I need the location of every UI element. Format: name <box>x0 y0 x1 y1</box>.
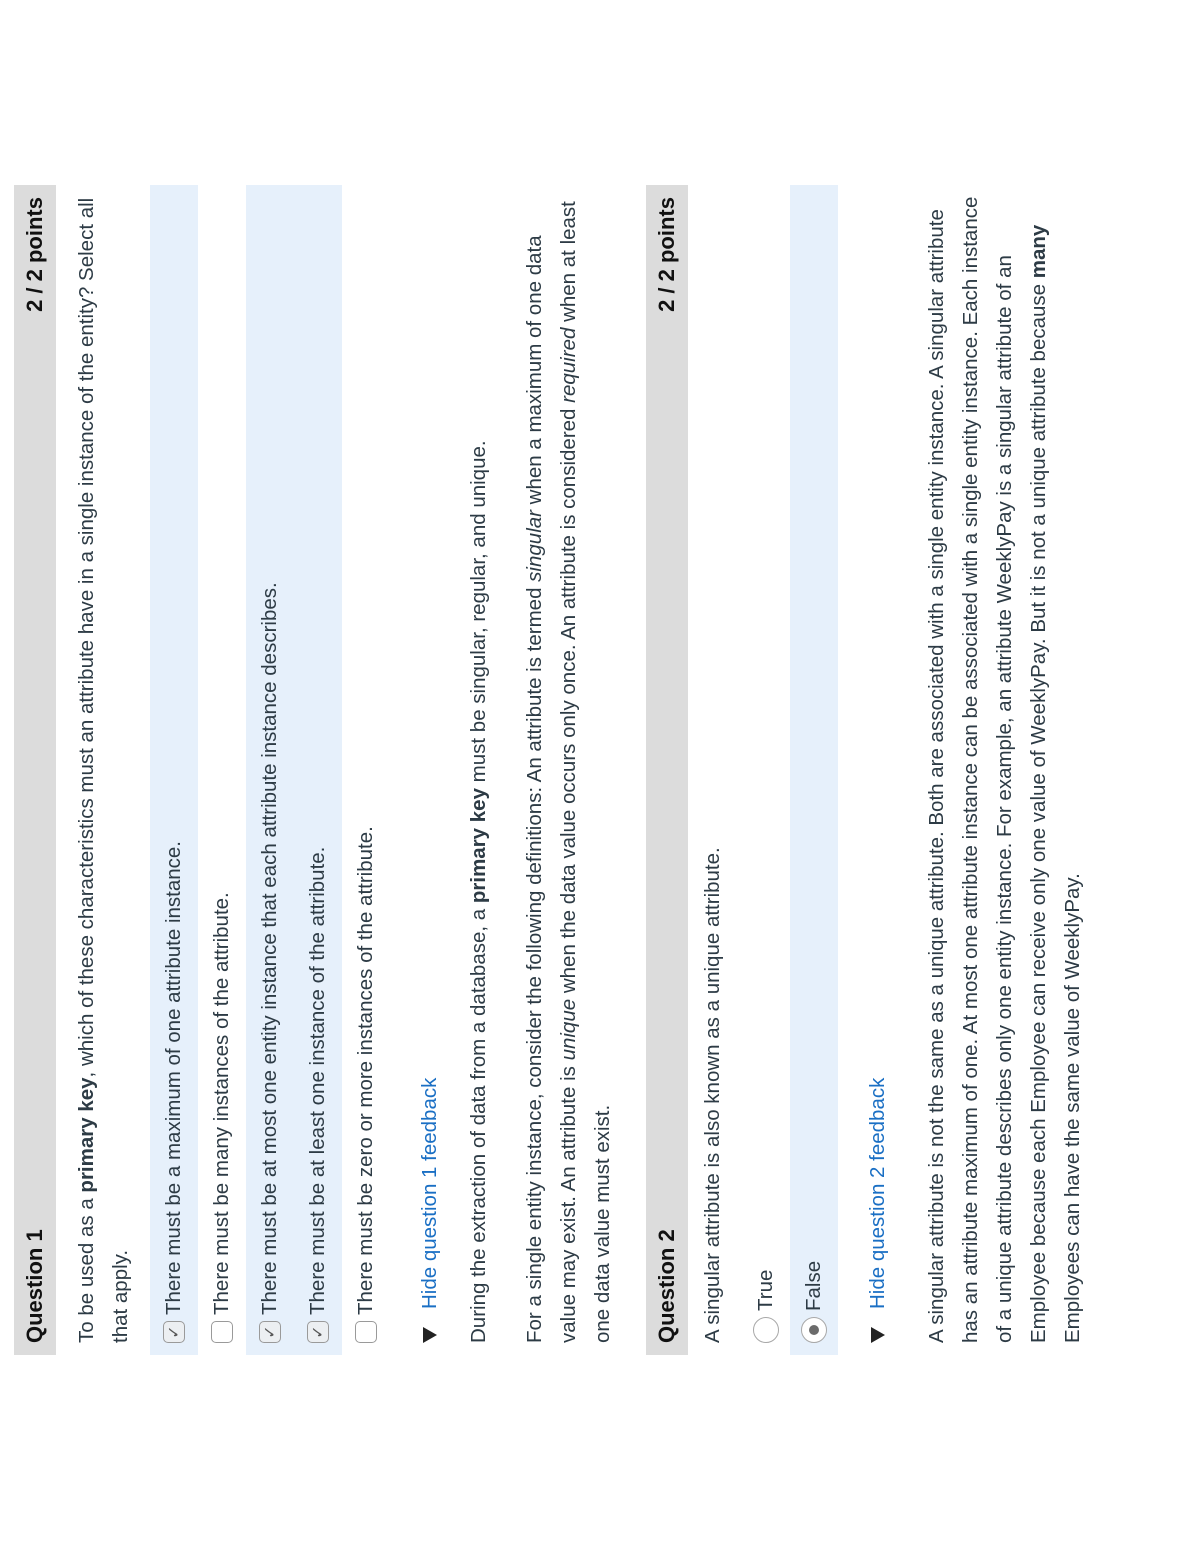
feedback-bold: primary key <box>467 788 490 904</box>
question-2-header <box>646 185 688 1355</box>
feedback-text: For a single entity instance, consider the following definitions: An attribute is termed <box>523 581 546 1343</box>
feedback-text: when at least one data value must exist. <box>557 201 614 1343</box>
answer-label: There must be zero or more instances of the attribute. <box>354 826 377 1315</box>
question-2-feedback <box>920 185 1090 1343</box>
checkbox-checked[interactable] <box>259 1321 281 1343</box>
feedback-text: must be singular, regular, and unique. <box>467 440 490 789</box>
question-1-points: 2 / 2 points <box>22 197 47 312</box>
question-1-feedback <box>462 185 620 1343</box>
answer-label: There must be at least one instance of the attribute. <box>306 846 329 1315</box>
answer-option-true[interactable] <box>742 185 790 1355</box>
question-1-text-b: , which of these characteristics must an attribute have in a single instance of the entity? Select all that apply. <box>75 197 132 1343</box>
feedback-paragraph <box>462 185 496 1343</box>
question-2-title: Question 2 <box>654 1229 679 1343</box>
question-1-text <box>70 185 138 1343</box>
answer-option-4[interactable] <box>294 185 342 1355</box>
question-1-text-bold: primary key <box>75 1077 98 1193</box>
checkbox-checked[interactable] <box>163 1321 185 1343</box>
question-1-text-a: To be used as a <box>75 1192 98 1343</box>
feedback-text: During the extraction of data from a database, a <box>467 903 490 1343</box>
check-icon: ✓ <box>166 1325 183 1339</box>
answer-option-5[interactable] <box>342 185 390 1355</box>
answer-label: True <box>754 1269 777 1311</box>
answer-label: False <box>802 1260 825 1311</box>
feedback-paragraph <box>920 185 1090 1343</box>
checkbox-checked[interactable] <box>307 1321 329 1343</box>
question-2-points: 2 / 2 points <box>654 197 679 312</box>
hide-question-1-feedback-link[interactable] <box>418 185 442 1343</box>
feedback-text: A singular attribute is not the same as a unique attribute. Both are associated with a single entity instance. A singular attribute has an attribute maximum of one. At most one attribute instance can be associated with a single entity instance. Each instance of a unique attribute describes only one entity instance. For example, an attribute WeeklyPay is a singular attribute of an Employee because each Employee can receive only one value of WeeklyPay. But it is not a unique attribute because <box>925 196 1050 1343</box>
feedback-italic: unique <box>557 998 580 1061</box>
feedback-link-label[interactable]: Hide question 1 feedback <box>418 1077 441 1309</box>
hide-question-2-feedback-link[interactable] <box>866 185 890 1343</box>
radio-unselected[interactable] <box>753 1317 779 1343</box>
feedback-text: when a maximum of one data value may exist. An attribute is <box>523 235 580 1343</box>
question-2-text: A singular attribute is also known as a unique attribute. <box>701 847 724 1343</box>
question-2-answers <box>742 185 838 1355</box>
feedback-text: when the data value occurs only once. An attribute is considered <box>557 402 580 999</box>
feedback-text: Employees can have the same value of WeeklyPay. <box>1061 873 1084 1343</box>
answer-option-3[interactable] <box>246 185 294 1355</box>
feedback-italic: singular <box>523 510 546 582</box>
question-1-title: Question 1 <box>22 1229 47 1343</box>
feedback-bold: many <box>1027 224 1050 279</box>
question-1-answers <box>150 185 390 1355</box>
answer-label: There must be a maximum of one attribute instance. <box>162 840 185 1315</box>
checkbox-unchecked[interactable] <box>211 1321 233 1343</box>
checkbox-unchecked[interactable] <box>355 1321 377 1343</box>
feedback-link-label[interactable]: Hide question 2 feedback <box>866 1077 889 1309</box>
question-1-header <box>14 185 56 1355</box>
triangle-down-icon[interactable] <box>423 1327 437 1343</box>
check-icon: ✓ <box>262 1325 279 1339</box>
answer-option-2[interactable] <box>198 185 246 1355</box>
answer-option-1[interactable] <box>150 185 198 1355</box>
radio-dot-icon <box>809 1325 819 1335</box>
answer-option-false[interactable] <box>790 185 838 1355</box>
triangle-down-icon[interactable] <box>871 1327 885 1343</box>
feedback-paragraph <box>518 185 620 1343</box>
radio-selected[interactable] <box>801 1317 827 1343</box>
answer-label: There must be at most one entity instance that each attribute instance describes. <box>258 582 281 1315</box>
feedback-italic: required <box>557 327 580 403</box>
quiz-results <box>14 185 1112 1355</box>
check-icon: ✓ <box>310 1325 327 1339</box>
answer-label: There must be many instances of the attribute. <box>210 892 233 1315</box>
